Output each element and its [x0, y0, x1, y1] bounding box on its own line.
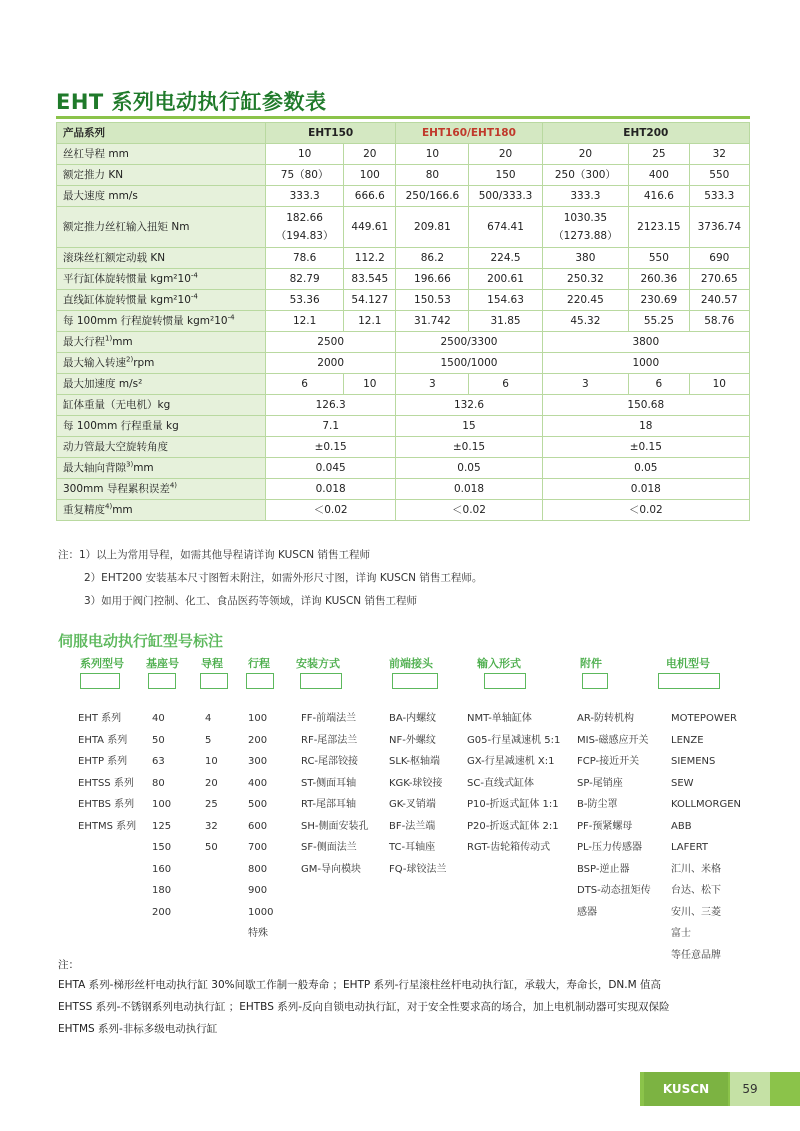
- table-cell: 240.57: [689, 290, 749, 311]
- list-item: LAFERT: [671, 842, 709, 853]
- table-cell: 12.1: [266, 311, 344, 332]
- row-label: 额定推力 KN: [57, 165, 266, 186]
- list-item: 4: [205, 713, 212, 724]
- table-cell: ＜0.02: [542, 500, 749, 521]
- page-number: 59: [730, 1072, 770, 1106]
- table-cell: 55.25: [629, 311, 689, 332]
- hdr-motor: 电机型号: [666, 657, 710, 670]
- table-cell: ±0.15: [396, 437, 542, 458]
- title-divider: [56, 116, 750, 119]
- table-cell: 0.045: [266, 458, 396, 479]
- table-row: [57, 269, 750, 290]
- list-item: GM-导向模块: [301, 863, 361, 875]
- table-cell: 1000: [542, 353, 749, 374]
- col-lead: [205, 708, 218, 859]
- table-cell: 12.1: [344, 311, 396, 332]
- table-cell: 550: [689, 165, 749, 186]
- table-cell: 58.76: [689, 311, 749, 332]
- box-base: [148, 673, 176, 689]
- table-cell: 1030.35 （1273.88）: [542, 207, 629, 248]
- table-row: [57, 437, 750, 458]
- row-label: 最大速度 mm/s: [57, 186, 266, 207]
- table-cell: 224.5: [469, 248, 542, 269]
- list-item: 50: [205, 842, 218, 853]
- list-item: 32: [205, 820, 218, 832]
- table-cell: 150.68: [542, 395, 749, 416]
- table-cell: 220.45: [542, 290, 629, 311]
- table-row: [57, 416, 750, 437]
- list-item: 台达、松下: [671, 885, 721, 896]
- table-cell: 6: [629, 374, 689, 395]
- list-item: 100: [248, 713, 268, 724]
- col-accessory: [577, 708, 651, 923]
- table-cell: 666.6: [344, 186, 396, 207]
- hdr-series: 系列型号: [80, 657, 124, 670]
- list-item: TC-耳轴座: [389, 842, 436, 853]
- list-item: 160: [152, 863, 172, 875]
- box-mount: [300, 673, 342, 689]
- list-item: MIS-磁感应开关: [577, 734, 649, 746]
- list-item: DTS-动态扭矩传: [577, 885, 651, 896]
- table-cell: 10: [266, 144, 344, 165]
- list-item: 1000: [248, 906, 274, 918]
- list-item: 150: [152, 842, 172, 853]
- list-item: B-防尘罩: [577, 799, 618, 810]
- row-label: 300mm 导程累积误差$^{4)}$: [57, 479, 266, 500]
- list-item: AR-防转机构: [577, 713, 634, 724]
- row-label: 最大轴向背隙$^{3)}$mm: [57, 458, 266, 479]
- table-row: [57, 311, 750, 332]
- table-cell: ±0.15: [542, 437, 749, 458]
- table-cell: 1500/1000: [396, 353, 542, 374]
- list-item: 63: [152, 756, 165, 767]
- row-label: 每 100mm 行程旋转惯量 $kgm^210^{-4}$: [57, 311, 266, 332]
- table-cell: 400: [629, 165, 689, 186]
- hdr-input: 输入形式: [477, 657, 521, 670]
- list-item: ST-侧面耳轴: [301, 777, 357, 789]
- spec-table: [56, 122, 750, 521]
- table-cell: 3: [396, 374, 469, 395]
- table-cell: 7.1: [266, 416, 396, 437]
- table-row: [57, 374, 750, 395]
- table-cell: 10: [689, 374, 749, 395]
- col-input: [467, 708, 560, 859]
- table-cell: 449.61: [344, 207, 396, 248]
- hdr-mount: 安装方式: [296, 657, 340, 670]
- list-item: 80: [152, 777, 165, 789]
- table-cell: 25: [629, 144, 689, 165]
- bottom-note-1: EHTA 系列-梯形丝杆电动执行缸 30%间歇工作制一般寿命 ；EHTP 系列-行星滚柱丝杆电动执行缸，承载大，寿命长，DN.M 值高: [58, 979, 662, 991]
- list-item: P20-折返式缸体 2:1: [467, 820, 559, 832]
- table-row: [57, 353, 750, 374]
- row-label: 每 100mm 行程重量 kg: [57, 416, 266, 437]
- list-item: KGK-球铰接: [389, 777, 443, 789]
- table-row: [57, 332, 750, 353]
- table-cell: 54.127: [344, 290, 396, 311]
- table-cell: 20: [344, 144, 396, 165]
- table-cell: 500/333.3: [469, 186, 542, 207]
- list-item: BF-法兰端: [389, 820, 436, 832]
- bottom-note-2: EHTSS 系列-不锈钢系列电动执行缸 ；EHTBS 系列-反向自锁电动执行缸，对于安全性要求高的场合，加上电机制动器可实现双保险: [58, 1001, 670, 1013]
- list-item: EHTBS 系列: [78, 799, 135, 810]
- table-cell: 132.6: [396, 395, 542, 416]
- bottom-note-3: EHTMS 系列-非标多级电动执行缸: [58, 1023, 218, 1035]
- list-item: 等任意品牌: [671, 949, 721, 961]
- list-item: 180: [152, 885, 172, 896]
- list-item: 感器: [577, 906, 597, 918]
- table-cell: 3736.74: [689, 207, 749, 248]
- box-input: [484, 673, 526, 689]
- list-item: 600: [248, 820, 268, 832]
- list-item: KOLLMORGEN: [671, 799, 742, 810]
- table-cell: ±0.15: [266, 437, 396, 458]
- table-cell: 550: [629, 248, 689, 269]
- row-label: 最大输入转速$^{2)}$rpm: [57, 353, 266, 374]
- list-item: 200: [152, 906, 172, 918]
- table-cell: 150.53: [396, 290, 469, 311]
- list-item: SF-侧面法兰: [301, 842, 357, 853]
- table-cell: 690: [689, 248, 749, 269]
- hdr-base: 基座号: [146, 657, 179, 670]
- box-motor: [658, 673, 720, 689]
- col-front: [389, 708, 447, 880]
- list-item: 50: [152, 734, 165, 746]
- table-cell: 150: [469, 165, 542, 186]
- table-cell: 200.61: [469, 269, 542, 290]
- hdr-front: 前端接头: [389, 657, 433, 670]
- list-item: 200: [248, 734, 268, 746]
- list-item: EHTSS 系列: [78, 777, 134, 789]
- row-label: 最大行程$^{1)}$mm: [57, 332, 266, 353]
- row-label: 平行缸体旋转惯量 $kgm^210^{-4}$: [57, 269, 266, 290]
- row-label: 直线缸体旋转惯量 $kgm^210^{-4}$: [57, 290, 266, 311]
- list-item: 500: [248, 799, 268, 810]
- list-item: 安川、三菱: [671, 906, 721, 918]
- table-cell: ＜0.02: [266, 500, 396, 521]
- table-cell: 3: [542, 374, 629, 395]
- table-cell: 333.3: [542, 186, 629, 207]
- list-item: 40: [152, 713, 165, 724]
- table-cell: 674.41: [469, 207, 542, 248]
- list-item: RT-尾部耳轴: [301, 799, 357, 810]
- table-cell: 20: [542, 144, 629, 165]
- table-cell: 10: [344, 374, 396, 395]
- table-cell: 126.3: [266, 395, 396, 416]
- list-item: NMT-单轴缸体: [467, 713, 532, 724]
- row-label: 动力管最大空旋转角度: [57, 437, 266, 458]
- table-cell: 2000: [266, 353, 396, 374]
- list-item: EHTA 系列: [78, 734, 128, 746]
- model-section-title: 伺服电动执行缸型号标注: [58, 632, 224, 650]
- table-row: [57, 479, 750, 500]
- table-cell: 20: [469, 144, 542, 165]
- table-cell: 18: [542, 416, 749, 437]
- table-header-row: [57, 123, 750, 144]
- table-cell: 333.3: [266, 186, 344, 207]
- table-cell: 154.63: [469, 290, 542, 311]
- box-stroke: [246, 673, 274, 689]
- list-item: 700: [248, 842, 268, 853]
- list-item: EHT 系列: [78, 713, 122, 724]
- list-item: ABB: [671, 820, 692, 832]
- table-row: [57, 500, 750, 521]
- list-item: 汇川、米格: [671, 863, 721, 875]
- table-cell: 230.69: [629, 290, 689, 311]
- table-cell: 78.6: [266, 248, 344, 269]
- table-cell: 260.36: [629, 269, 689, 290]
- list-item: FQ-球铰法兰: [389, 863, 447, 875]
- table-row: [57, 207, 750, 248]
- list-item: FCP-接近开关: [577, 756, 640, 767]
- note-1: 注：1）以上为常用导程，如需其他导程请详询 KUSCN 销售工程师: [58, 549, 370, 561]
- list-item: GK-叉销端: [389, 799, 436, 810]
- hdr-lead: 导程: [201, 657, 223, 670]
- table-row: [57, 458, 750, 479]
- list-item: 10: [205, 756, 218, 767]
- table-cell: 2500/3300: [396, 332, 542, 353]
- table-cell: ＜0.02: [396, 500, 542, 521]
- col-motor: [671, 708, 741, 966]
- list-item: SEW: [671, 777, 694, 789]
- table-cell: 182.66 （194.83）: [266, 207, 344, 248]
- row-label: 最大加速度 m/s²: [57, 374, 266, 395]
- list-item: SIEMENS: [671, 756, 716, 767]
- table-cell: 31.85: [469, 311, 542, 332]
- list-item: 特殊: [248, 928, 268, 939]
- box-lead: [200, 673, 228, 689]
- header-eht160-180: EHT160/EHT180: [396, 123, 542, 144]
- table-cell: 0.018: [396, 479, 542, 500]
- list-item: MOTEPOWER: [671, 713, 737, 724]
- list-item: 300: [248, 756, 268, 767]
- list-item: BSP-逆止器: [577, 863, 630, 875]
- row-label: 丝杠导程 mm: [57, 144, 266, 165]
- table-cell: 100: [344, 165, 396, 186]
- list-item: P10-折返式缸体 1:1: [467, 799, 559, 810]
- table-cell: 75（80）: [266, 165, 344, 186]
- col-base: [152, 708, 171, 923]
- list-item: 25: [205, 799, 218, 810]
- list-item: SC-直线式缸体: [467, 777, 534, 789]
- list-item: FF-前端法兰: [301, 713, 357, 724]
- col-series: [78, 708, 136, 837]
- bottom-note-label: 注：: [58, 959, 79, 971]
- header-eht200: EHT200: [542, 123, 749, 144]
- table-cell: 32: [689, 144, 749, 165]
- table-cell: 3800: [542, 332, 749, 353]
- list-item: 富士: [671, 928, 691, 939]
- table-cell: 0.018: [542, 479, 749, 500]
- list-item: 5: [205, 734, 212, 746]
- list-item: EHTMS 系列: [78, 820, 137, 832]
- note-3: 3）如用于阀门控制、化工、食品医药等领域，详询 KUSCN 销售工程师: [84, 595, 417, 607]
- header-label: 产品系列: [57, 123, 266, 144]
- list-item: 900: [248, 885, 268, 896]
- row-label: 额定推力丝杠输入扭矩 Nm: [57, 207, 266, 248]
- list-item: RGT-齿轮箱传动式: [467, 842, 551, 853]
- row-label: 滚珠丝杠额定动载 KN: [57, 248, 266, 269]
- table-cell: 45.32: [542, 311, 629, 332]
- table-cell: 82.79: [266, 269, 344, 290]
- table-cell: 0.05: [542, 458, 749, 479]
- page-title: EHT 系列电动执行缸参数表: [56, 90, 327, 114]
- table-row: [57, 290, 750, 311]
- table-cell: 416.6: [629, 186, 689, 207]
- list-item: PL-压力传感器: [577, 842, 643, 853]
- table-cell: 6: [469, 374, 542, 395]
- note-2: 2）EHT200 安装基本尺寸图暂未附注，如需外形尺寸图，详询 KUSCN 销售工程师。: [84, 572, 483, 584]
- list-item: NF-外螺纹: [389, 734, 436, 746]
- table-row: [57, 165, 750, 186]
- table-cell: 2500: [266, 332, 396, 353]
- header-eht150: EHT150: [266, 123, 396, 144]
- table-cell: 6: [266, 374, 344, 395]
- box-front: [392, 673, 438, 689]
- table-cell: 209.81: [396, 207, 469, 248]
- table-cell: 270.65: [689, 269, 749, 290]
- footer-brand: KUSCN: [644, 1072, 728, 1106]
- table-row: [57, 395, 750, 416]
- table-cell: 112.2: [344, 248, 396, 269]
- table-cell: 2123.15: [629, 207, 689, 248]
- table-cell: 53.36: [266, 290, 344, 311]
- box-accessory: [582, 673, 608, 689]
- list-item: EHTP 系列: [78, 756, 128, 767]
- table-cell: 80: [396, 165, 469, 186]
- list-item: LENZE: [671, 734, 704, 746]
- table-cell: 0.05: [396, 458, 542, 479]
- list-item: SH-侧面安装孔: [301, 820, 369, 832]
- table-row: [57, 144, 750, 165]
- list-item: SP-尾销座: [577, 777, 623, 789]
- list-item: BA-内螺纹: [389, 713, 437, 724]
- table-cell: 31.742: [396, 311, 469, 332]
- list-item: 800: [248, 863, 268, 875]
- list-item: 125: [152, 820, 172, 832]
- table-cell: 533.3: [689, 186, 749, 207]
- list-item: 400: [248, 777, 268, 789]
- box-series: [80, 673, 120, 689]
- table-cell: 15: [396, 416, 542, 437]
- list-item: SLK-枢轴端: [389, 756, 441, 767]
- table-cell: 250（300）: [542, 165, 629, 186]
- table-cell: 250.32: [542, 269, 629, 290]
- list-item: RF-尾部法兰: [301, 734, 358, 746]
- table-row: [57, 186, 750, 207]
- list-item: 100: [152, 799, 172, 810]
- table-cell: 10: [396, 144, 469, 165]
- col-mount: [301, 708, 368, 880]
- list-item: RC-尾部铰接: [301, 756, 359, 767]
- list-item: GX-行星减速机 X:1: [467, 756, 555, 767]
- table-cell: 0.018: [266, 479, 396, 500]
- list-item: G05-行星减速机 5:1: [467, 734, 561, 746]
- row-label: 缸体重量（无电机）kg: [57, 395, 266, 416]
- table-cell: 196.66: [396, 269, 469, 290]
- table-cell: 83.545: [344, 269, 396, 290]
- table-cell: 86.2: [396, 248, 469, 269]
- table-row: [57, 248, 750, 269]
- list-item: PF-预紧螺母: [577, 820, 633, 832]
- hdr-accessory: 附件: [580, 657, 602, 670]
- row-label: 重复精度$^{4)}$mm: [57, 500, 266, 521]
- hdr-stroke: 行程: [248, 657, 270, 670]
- table-cell: 380: [542, 248, 629, 269]
- list-item: 20: [205, 777, 218, 789]
- table-cell: 250/166.6: [396, 186, 469, 207]
- col-stroke: [248, 708, 273, 945]
